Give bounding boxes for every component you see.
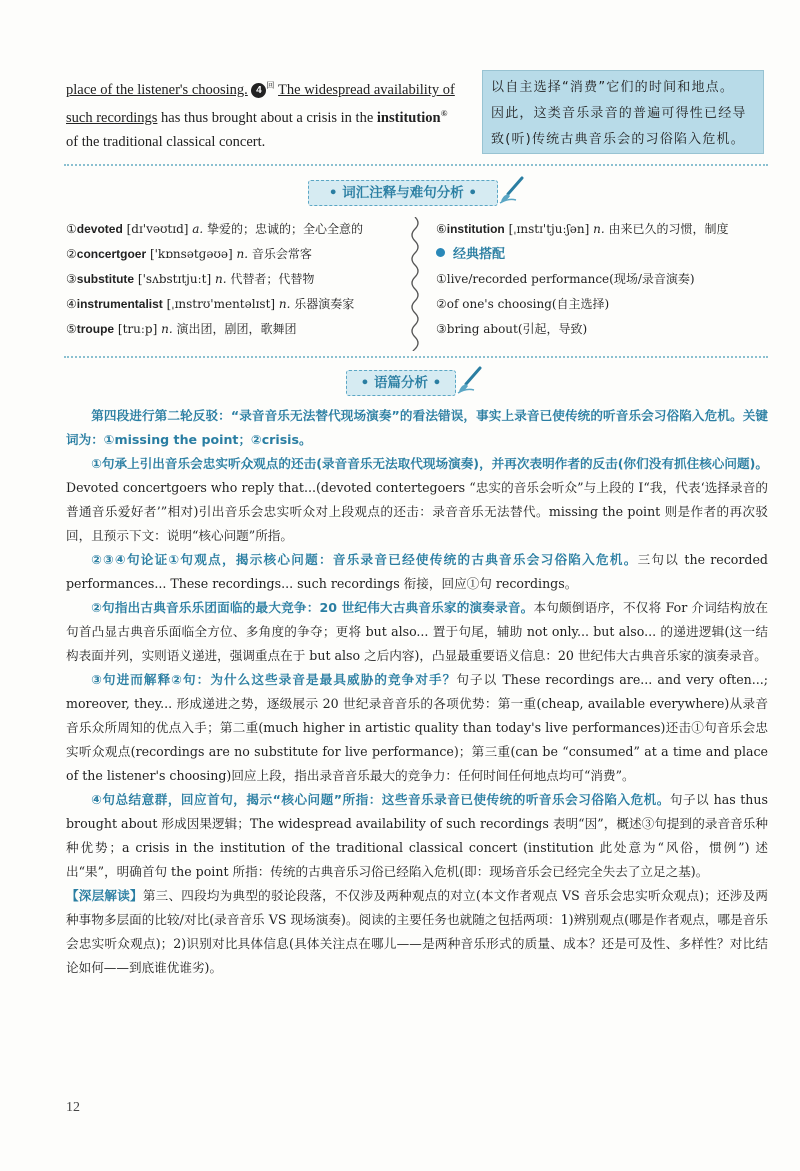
collocation-item: ①live/recorded performance(现场/录音演奏) xyxy=(436,272,695,286)
analysis-paragraph: ②句指出古典音乐乐团面临的最大竞争：20 世纪伟大古典音乐家的演奏录音。本句颇倒语序，不仅将 For 介词结构放在句首凸显古典音乐面临全方位、多角度的争夺；更将 but also... 置于句尾，辅助 not only... but also... 的递进逻辑(这一结构表面并列，实则语义递进，强调重点在于 but also 之后内容)，凸显最重要语义信息：20 世纪伟大古典音乐家的演奏录音。 xyxy=(66,600,768,663)
deep-reading-paragraph: 【深层解读】第三、四段均为典型的驳论段落，不仅涉及两种观点的对立(本文作者观点 VS 音乐会忠实听众观点)；还涉及两种事物多层面的比较/对比(录音音乐 VS 现场演奏)。阅读的主要任务也就随之包括两项：1)辨别观点(哪是作者观点，哪是音乐会忠实听众观点)；2)识别对比具体信息(具体关注点在哪儿——是两种音乐形式的质量、成本？还是可及性、多样性？对比结论如何——到底谁优谁劣)。 xyxy=(66,888,769,975)
vocab-item: ⑤troupe [truːp] n. 演出团，剧团，歌舞团 xyxy=(66,322,297,336)
analysis-intro: 第四段进行第二轮反驳：“录音音乐无法替代现场演奏”的看法错误，事实上录音已使传统的听音乐会习俗陷入危机。关键词为：①missing the point；②crisis。 xyxy=(66,408,768,447)
collocation-title: 经典搭配 xyxy=(453,247,506,262)
passage-sentence-part3: has thus brought about a crisis in the xyxy=(157,110,377,126)
vocab-item: ①devoted [dɪ'vəʊtɪd] a. 挚爱的；忠诚的；全心全意的 xyxy=(66,222,364,236)
collocation-item: ②of one's choosing(自主选择) xyxy=(436,297,610,311)
vocab-item: ⑥institution [ˌɪnstɪ'tjuːʃən] n. 由来已久的习惯，制度 xyxy=(436,222,729,236)
bullet-dot-icon xyxy=(436,248,445,257)
page-number: 12 xyxy=(66,1100,80,1115)
passage-line3: of the traditional classical concert. xyxy=(66,134,266,150)
keyword-superscript: ⑥ xyxy=(440,109,448,118)
passage-keyword: institution xyxy=(376,110,441,126)
section-divider xyxy=(64,164,768,166)
vocab-section-title: • 词汇注释与难句分析 • xyxy=(308,180,498,206)
spiral-binding-icon xyxy=(408,217,422,351)
vocab-list xyxy=(66,217,363,342)
collocation-item: ③bring about(引起，导致) xyxy=(436,322,588,336)
sentence-number-icon: 4 xyxy=(251,83,266,98)
passage-sentence-part1: The widespread availability of xyxy=(278,82,455,98)
vocab-item: ③substitute ['sʌbstɪtjuːt] n. 代替者；代替物 xyxy=(66,272,315,286)
deep-reading-tag: 【深层解读】 xyxy=(66,888,143,903)
translation-line3: 致(听)传统古典音乐会的习俗陷入危机。 xyxy=(491,132,745,147)
sentence-mark: 回 xyxy=(266,81,275,90)
pen-brush-icon xyxy=(456,366,484,394)
analysis-body xyxy=(66,404,768,980)
analysis-section-title: • 语篇分析 • xyxy=(346,370,456,396)
translation-line1: 以自主选择“消费”它们的时间和地点。 xyxy=(491,80,735,95)
passage-line1: place of the listener's choosing. xyxy=(66,82,248,98)
analysis-paragraph: ②③④句论证①句观点，揭示核心问题：音乐录音已经使传统的古典音乐会习俗陷入危机。三句以 the recorded performances... These recordings... such recordings 衔接，回应①句 recordings。 xyxy=(66,552,768,591)
analysis-paragraph: ①句承上引出音乐会忠实听众观点的还击(录音音乐无法取代现场演奏)，并再次表明作者的反击(你们没有抓住核心问题)。Devoted concertgoers who reply that...(devoted contertegoers “忠实的音乐会听众”与上段的 I“我，代表‘选择录音的普通音乐爱好者’”相对)引出音乐会忠实听众对上段观点的还击：录音音乐无法替代。missing the point 则是作者的再次驳回，且预示下文：说明“核心问题”所指。 xyxy=(66,456,768,543)
pen-brush-icon xyxy=(498,176,526,204)
passage-excerpt xyxy=(66,74,478,154)
analysis-paragraph: ③句进而解释②句：为什么这些录音是最具威胁的竞争对手？句子以 These recordings are... and very often...; moreover, they... 形成递进之势，逐级展示 20 世纪录音音乐的各项优势：第一重(cheap, available everywhere)从录音音乐众所周知的优点入手；第二重(much higher in artistic quality than today's live performances)还击①句音乐会忠实听众观点(recordings are no substitute for live performance)；第三重(can be “consumed” at a time and place of the listener's choosing)回应上段，指出录音音乐最大的竞争力：任何时间任何地点均可“消费”。 xyxy=(66,672,769,783)
vocab-item: ②concertgoer ['kɒnsətɡəʊə] n. 音乐会常客 xyxy=(66,247,312,261)
translation-line2: 因此，这类音乐录音的普遍可得性已经导 xyxy=(491,106,747,121)
vocab-right-column xyxy=(436,217,729,342)
analysis-paragraph: ④句总结意群，回应首句，揭示“核心问题”所指：这些音乐录音已使传统的听音乐会习俗陷入危机。句子以 has thus brought about 形成因果逻辑；The widespread availability of such recordings 表明“因”，概述③句提到的录音音乐种种优势；a crisis in the institution of the traditional classical concert (institution 此处意为“风俗，惯例”) 述出“果”，明确首句 the point 所指：传统的古典音乐习俗已经陷入危机(即：现场音乐会已经完全失去了立足之基)。 xyxy=(66,792,768,879)
section-divider xyxy=(64,356,768,358)
translation-box xyxy=(482,70,764,154)
passage-sentence-part2: such recordings xyxy=(66,110,158,126)
vocab-item: ④instrumentalist [ˌɪnstrʊ'mentəlɪst] n. 乐器演奏家 xyxy=(66,297,355,311)
